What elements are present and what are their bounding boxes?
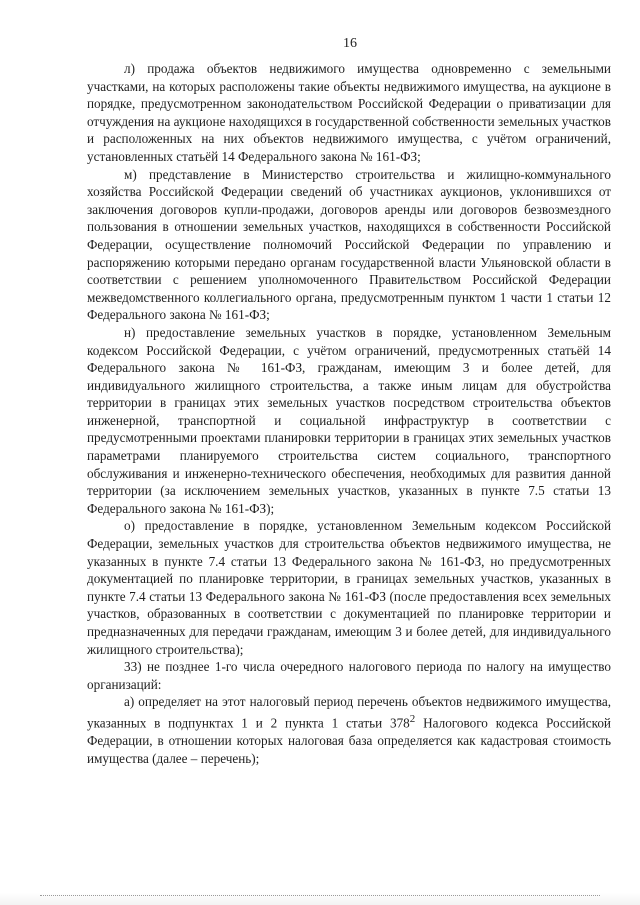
paragraph-33-a	[87, 693, 611, 767]
paragraph-33-a-start: а) определяет на этот налоговый период перечень объектов недвижимого имущества, указанных в подпунктах 1 и 2 пункта 1 статьи 378	[87, 694, 611, 731]
page-number: 16	[343, 36, 357, 51]
document-body	[87, 60, 611, 767]
paragraph-n: н) предоставление земельных участков в порядке, установленном Земельным кодексом Российской Федерации, с учётом ограничений, предусмотренных статьёй 14 Федерального закона № 161-ФЗ, гражданам, имеющим 3 и более детей, для индивидуального жилищного строительства, а также иным лицам для обустройства территории в границах этих земельных участков посредством строительства объектов инженерной, транспортной и социальной инфраструктур в соответствии с предусмотренными проектами планировки территории в границах этих земельных участков параметрами планируемого строительства систем социального, транспортного обслуживания и инженерно-технического обеспечения, необходимых для развития данной территории (за исключением земельных участков, указанных в пункте 7.5 статьи 13 Федерального закона № 161-ФЗ);	[87, 324, 611, 516]
paragraph-m: м) представление в Министерство строительства и жилищно-коммунального хозяйства Российской Федерации сведений об участниках аукционов, уклонившихся от заключения договоров купли-продажи, договоров аренды или договоров безвозмездного пользования в отношении земельных участков, находящихся в собственности Российской Федерации, осуществление полномочий Российской Федерации по управлению и распоряжению которыми передано органам государственной власти Ульяновской области в соответствии с решением уполномоченного Правительством Российской Федерации межведомственного коллегиального органа, предусмотренным пунктом 1 части 1 статьи 12 Федерального закона № 161-ФЗ;	[87, 166, 611, 323]
paragraph-o: о) предоставление в порядке, установленном Земельным кодексом Российской Федерации, земельных участков для строительства объектов недвижимого имущества, не указанных в пункте 7.4 статьи 13 Федерального закона № 161-ФЗ, но предусмотренных документацией по планировке территории, в границах земельных участков, указанных в пункте 7.4 статьи 13 Федерального закона № 161-ФЗ (после предоставления всех земельных участков, образованных в соответствии с документацией по планировке территории и предназначенных для передачи гражданам, имеющим 3 и более детей, для индивидуального жилищного строительства);	[87, 518, 611, 657]
paragraph-l: л) продажа объектов недвижимого имущества одновременно с земельными участками, на которых расположены такие объекты недвижимого имущества, на аукционе в порядке, предусмотренном законодательством Российской Федерации о приватизации для отчуждения на аукционе находящихся в государственной собственности земельных участков и расположенных на них объектов недвижимого имущества, с учётом ограничений, установленных статьёй 14 Федерального закона № 161-ФЗ;	[87, 61, 611, 164]
paragraph-33-a-end: Налогового кодекса Российской Федерации, в отношении которых налоговая база определяется как кадастровая стоимость имущества (далее – перечень);	[87, 715, 611, 766]
scan-dotted-line	[40, 895, 600, 896]
paragraph-33: 33) не позднее 1-го числа очередного налогового периода по налогу на имущество организаций:	[87, 659, 611, 692]
article-superscript: 2	[409, 712, 416, 725]
